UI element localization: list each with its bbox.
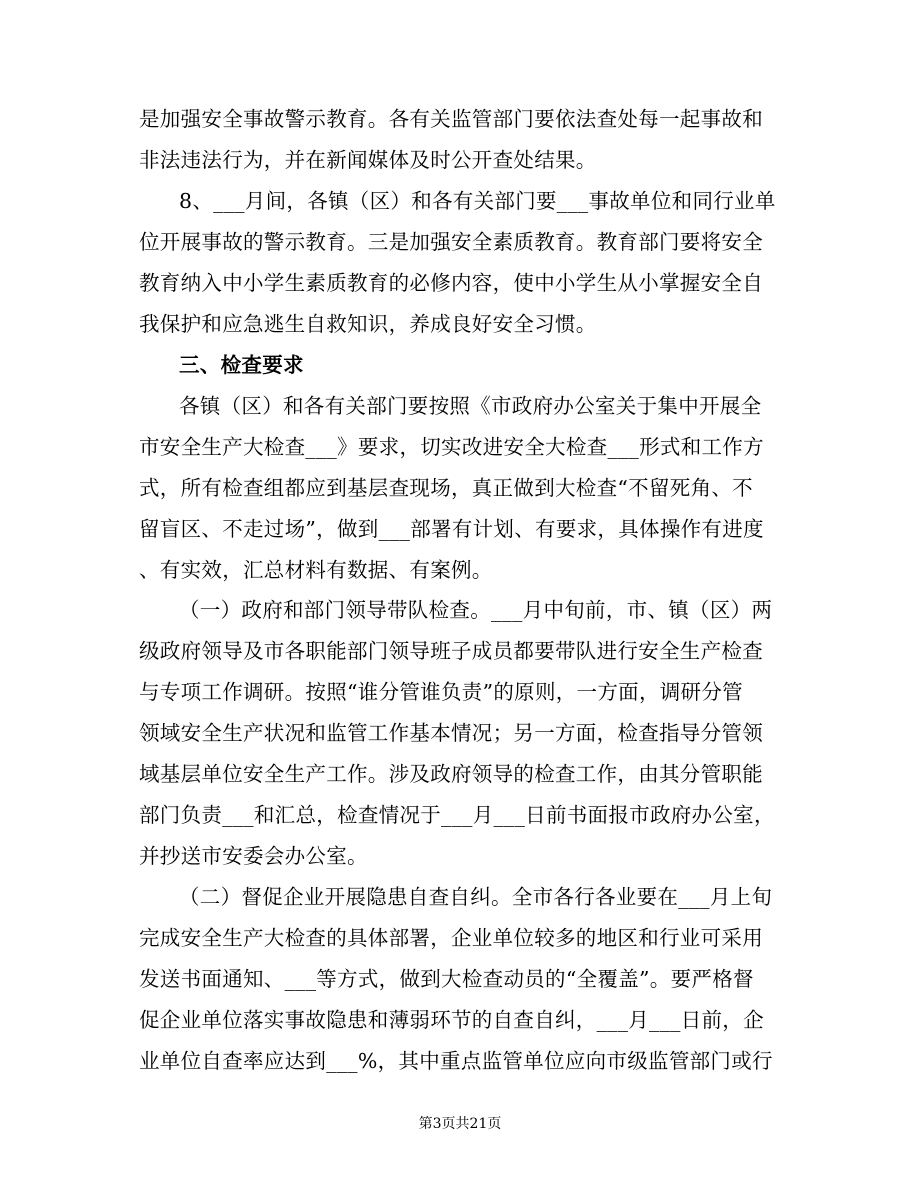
paragraph-line: 教育纳入中小学生素质教育的必修内容，使中小学生从小掌握安全自 [139,271,763,295]
paragraph-line: 是加强安全事故警示教育。各有关监管部门要依法查处每一起事故和 [139,107,763,131]
paragraph-line: 完成安全生产大检查的具体部署，企业单位较多的地区和行业可采用 [139,926,763,950]
paragraph-line: 、有实效，汇总材料有数据、有案例。 [139,558,493,582]
paragraph-line: 位开展事故的警示教育。三是加强安全素质教育。教育部门要将安全 [139,230,763,254]
paragraph-line: 各镇（区）和各有关部门要按照《市政府办公室关于集中开展全 [179,394,762,418]
paragraph-line: 8、___月间，各镇（区）和各有关部门要___事故单位和同行业单 [179,189,776,213]
paragraph-line: 式，所有检查组都应到基层查现场，真正做到大检查“不留死角、不 [139,476,753,500]
paragraph-line: 业单位自查率应达到___%，其中重点监管单位应向市级监管部门或行 [139,1049,773,1073]
paragraph-line: 促企业单位落实事故隐患和薄弱环节的自查自纠，___月___日前，企 [139,1008,764,1032]
paragraph-line: 部门负责___和汇总，检查情况于___月___日前书面报市政府办公室， [139,803,775,827]
paragraph-line: 并抄送市安委会办公室。 [139,844,368,868]
paragraph-line: 发送书面通知、___等方式，做到大检查动员的“全覆盖”。要严格督 [139,967,754,991]
paragraph-line: 域基层单位安全生产工作。涉及政府领导的检查工作，由其分管职能 [139,762,763,786]
paragraph-line: 市安全生产大检查___》要求，切实改进安全大检查___形式和工作方 [139,435,764,459]
paragraph-line: 非法违法行为，并在新闻媒体及时公开查处结果。 [139,148,597,172]
paragraph-line: 级政府领导及市各职能部门领导班子成员都要带队进行安全生产检查 [139,639,763,663]
section-heading: 三、检查要求 [179,353,304,377]
paragraph-line: （二）督促企业开展隐患自查自纠。全市各行各业要在___月上旬 [179,885,773,909]
page-number: 第3页共21页 [418,1116,502,1132]
paragraph-line: 留盲区、不走过场”，做到___部署有计划、有要求，具体操作有进度 [139,517,764,541]
paragraph-line: 与专项工作调研。按照“谁分管谁负责”的原则，一方面，调研分管 [139,680,743,704]
paragraph-line: （一）政府和部门领导带队检查。___月中旬前，市、镇（区）两 [179,598,773,622]
paragraph-line: 领域安全生产状况和监管工作基本情况；另一方面，检查指导分管领 [139,721,763,745]
paragraph-line: 我保护和应急逃生自救知识，养成良好安全习惯。 [139,312,597,336]
